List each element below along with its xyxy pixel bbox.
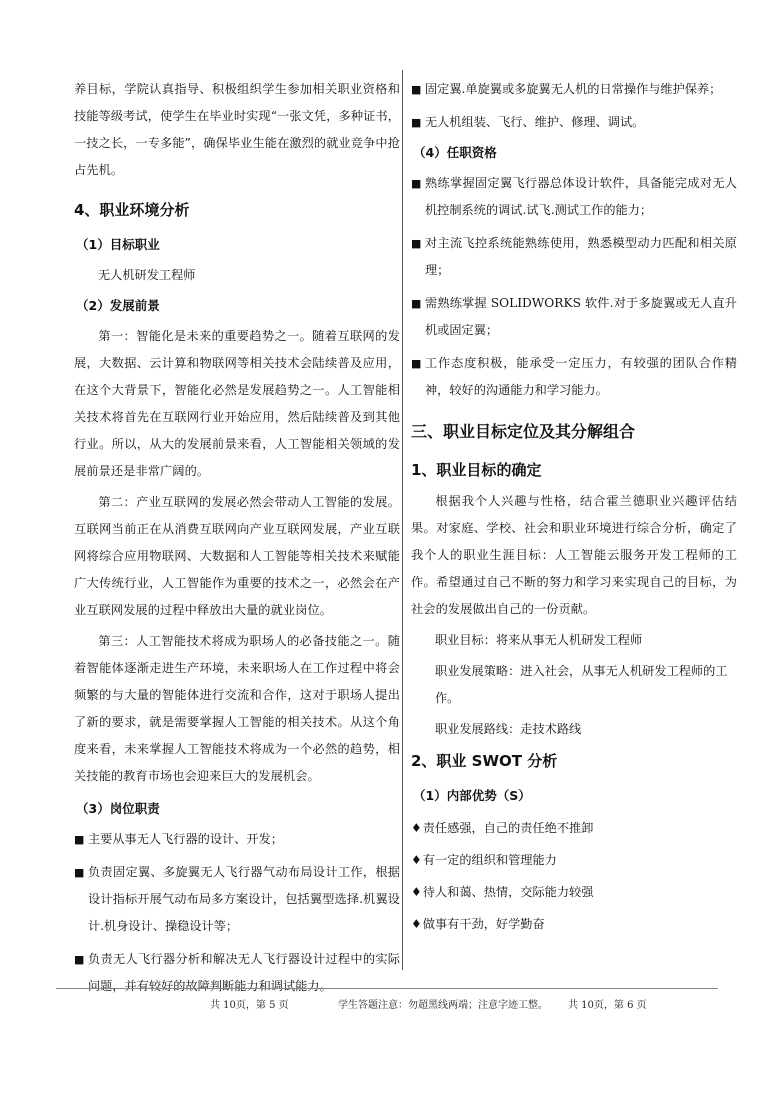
exam-notice: 学生答题注意：勿超黑线两端；注意字迹工整。 xyxy=(338,1000,548,1011)
goal-paragraph: 根据我个人兴趣与性格，结合霍兰德职业兴趣评估结果。对家庭、学校、社会和职业环境进行综合分析，确定了我个人的职业生涯目标：人工智能云服务开发工程师的工作。希望通过自己不断的努力和学习来实现自己的目标，为社会的发展做出自己的一份贡献。 xyxy=(411,494,737,616)
strength-item: ♦有一定的组织和管理能力 xyxy=(411,853,557,867)
strength-item: ♦做事有干劲，好学勤奋 xyxy=(411,917,545,931)
duty-item: ■ 主要从事无人飞行器的设计、开发； xyxy=(74,826,400,853)
qualification-item: ■ 熟练掌握固定翼飞行器总体设计软件，具备能完成对无人机控制系统的调试.试飞.测试工作的能力； xyxy=(411,170,737,224)
square-bullet-icon: ■ xyxy=(411,297,422,310)
square-bullet-icon: ■ xyxy=(411,116,422,129)
footer-rule xyxy=(56,988,718,989)
square-bullet-icon: ■ xyxy=(411,177,422,190)
duties-heading: （3）岗位职责 xyxy=(76,801,160,816)
qualifications-heading: （4）任职资格 xyxy=(413,145,497,160)
swot-heading: 2、职业 SWOT 分析 xyxy=(411,752,558,770)
duty-item: ■ 固定翼.单旋翼或多旋翼无人机的日常操作与维护保养； xyxy=(411,76,737,103)
diamond-bullet-icon: ♦ xyxy=(411,917,422,931)
duty-item: ■ 负责固定翼、多旋翼无人飞行器气动布局设计工作，根据设计指标开展气动布局多方案设计，包括翼型选择.机翼设计.机身设计、操稳设计等； xyxy=(74,859,400,940)
square-bullet-icon: ■ xyxy=(411,83,422,96)
diamond-bullet-icon: ♦ xyxy=(411,885,422,899)
prospect-paragraph-1: 第一：智能化是未来的重要趋势之一。随着互联网的发展，大数据、云计算和物联网等相关技术会陆续普及应用，在这个大背景下，智能化必然是发展趋势之一。人工智能相关技术将首先在互联网行业开始应用，然后陆续普及到其他行业。所以，从大的发展前景来看，人工智能相关领域的发展前景还是非常广阔的。 xyxy=(74,329,400,478)
square-bullet-icon: ■ xyxy=(74,953,85,966)
diamond-bullet-icon: ♦ xyxy=(411,853,422,867)
target-job-text: 无人机研发工程师 xyxy=(98,268,196,282)
chapter-3-heading: 三、职业目标定位及其分解组合 xyxy=(411,422,636,441)
prospect-paragraph-3: 第三：人工智能技术将成为职场人的必备技能之一。随着智能体逐渐走进生产环境，未来职场人在工作过程中将会频繁的与大量的智能体进行交流和合作，这对于职场人提出了新的要求，就是需要掌握人工智能的相关技术。从这个角度来看，未来掌握人工智能技术将成为一个必然的趋势，相关技能的教育市场也会迎来巨大的发展机会。 xyxy=(74,634,400,783)
column-divider xyxy=(402,70,403,970)
left-column xyxy=(74,76,400,1000)
strengths-heading: （1）内部优势（S） xyxy=(413,788,531,803)
career-goal-line: 职业目标：将来从事无人机研发工程师 xyxy=(435,633,643,647)
career-route-line: 职业发展路线：走技术路线 xyxy=(435,722,582,736)
section-4-heading: 4、职业环境分析 xyxy=(74,201,190,219)
target-job-heading: （1）目标职业 xyxy=(76,237,160,252)
qualification-item: ■ 对主流飞控系统能熟练使用，熟悉模型动力匹配和相关原理； xyxy=(411,230,737,284)
intro-paragraph: 养目标，学院认真指导、积极组织学生参加相关职业资格和技能等级考试，使学生在毕业时实现“一张文凭，多种证书，一技之长，一专多能”，确保毕业生能在激烈的就业竞争中抢占先机。 xyxy=(74,82,400,177)
square-bullet-icon: ■ xyxy=(411,357,422,370)
strength-item: ♦责任感强，自己的责任绝不推卸 xyxy=(411,821,594,835)
strength-item: ♦待人和蔼、热情，交际能力较强 xyxy=(411,885,594,899)
prospect-paragraph-2: 第二：产业互联网的发展必然会带动人工智能的发展。互联网当前正在从消费互联网向产业互联网发展，产业互联网将综合应用物联网、大数据和人工智能等相关技术来赋能广大传统行业，人工智能作为重要的技术之一，必然会在产业互联网发展的过程中释放出大量的就业岗位。 xyxy=(74,495,400,617)
square-bullet-icon: ■ xyxy=(74,866,85,879)
prospect-heading: （2）发展前景 xyxy=(76,298,160,313)
qualification-item: ■ 工作态度积极，能承受一定压力，有较强的团队合作精神，较好的沟通能力和学习能力。 xyxy=(411,350,737,404)
career-strategy-line: 职业发展策略：进入社会，从事无人机研发工程师的工作。 xyxy=(435,664,728,705)
left-page-number: 共 10页，第 5 页 xyxy=(210,1000,289,1011)
square-bullet-icon: ■ xyxy=(411,237,422,250)
right-page-number: 共 10页，第 6 页 xyxy=(568,1000,647,1011)
goal-determination-heading: 1、职业目标的确定 xyxy=(411,461,542,479)
duty-item: ■ 无人机组装、飞行、维护、修理、调试。 xyxy=(411,109,737,136)
qualification-item: ■ 需熟练掌握 SOLIDWORKS 软件.对于多旋翼或无人直升机或固定翼； xyxy=(411,290,737,344)
diamond-bullet-icon: ♦ xyxy=(411,821,422,835)
square-bullet-icon: ■ xyxy=(74,833,85,846)
duty-item: ■ 负责无人飞行器分析和解决无人飞行器设计过程中的实际问题，并有较好的故障判断能力和调试能力。 xyxy=(74,946,400,1000)
right-column xyxy=(411,76,737,943)
